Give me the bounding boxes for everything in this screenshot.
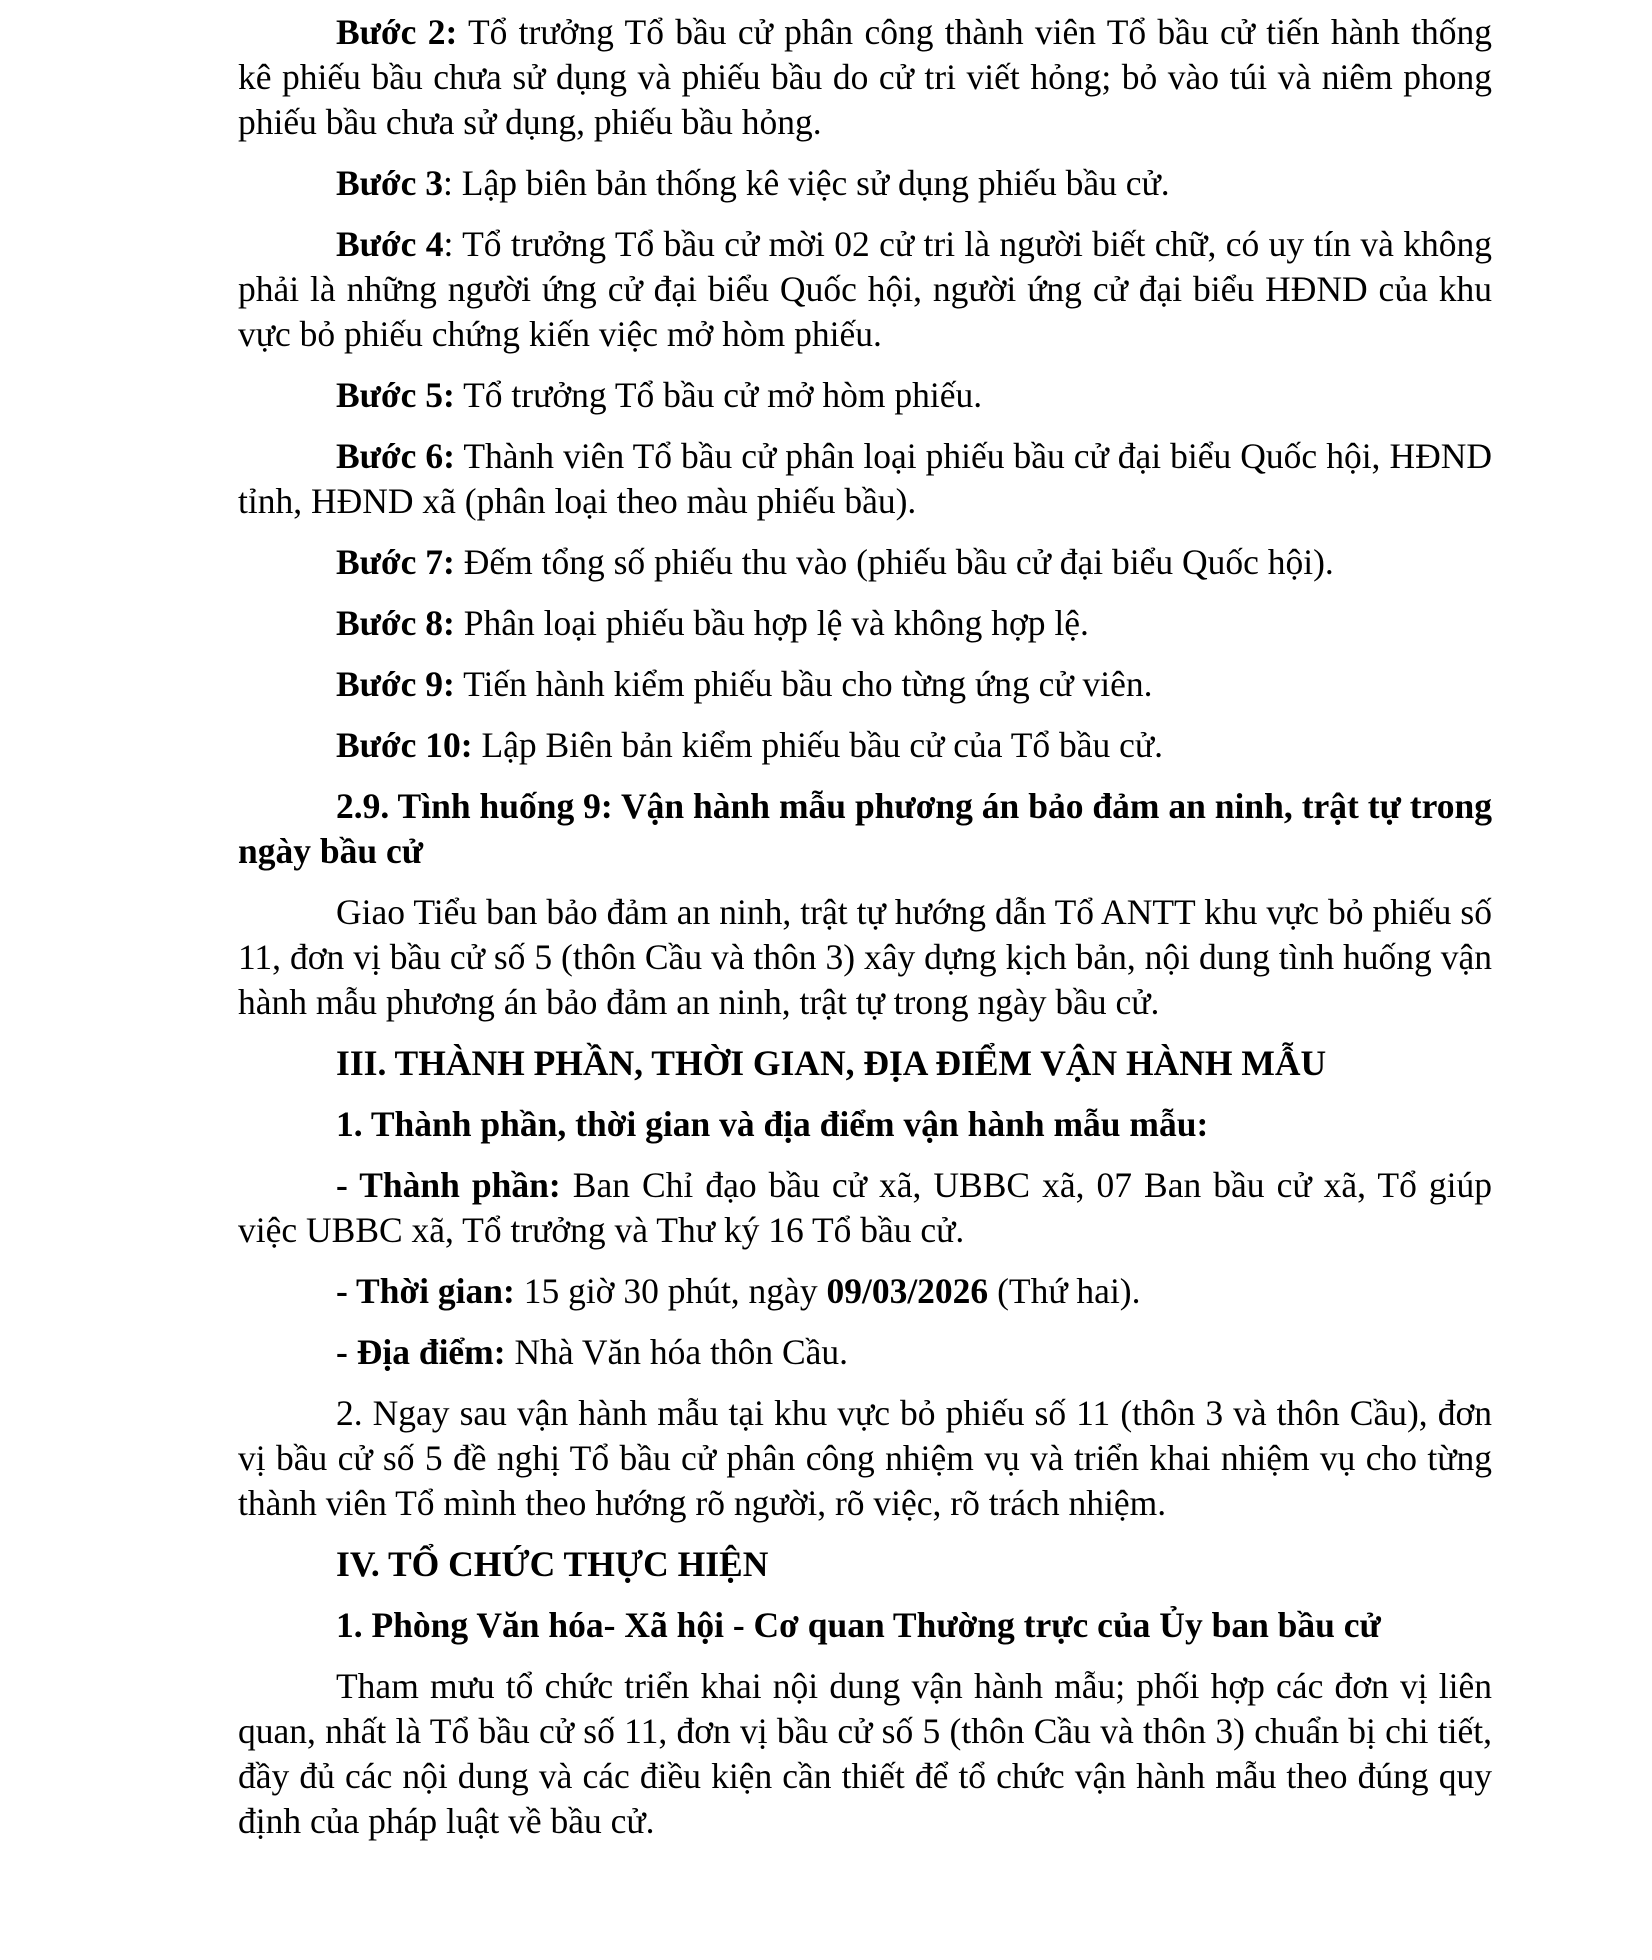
- situation-9-heading: 2.9. Tình huống 9: Vận hành mẫu phương án bảo đảm an ninh, trật tự trong ngày bầu cử: [238, 786, 1492, 871]
- section-3-heading: III. THÀNH PHẦN, THỜI GIAN, ĐỊA ĐIỂM VẬN HÀNH MẪU: [336, 1043, 1327, 1083]
- step-2-paragraph: [238, 10, 1492, 145]
- step-text: Phân loại phiếu bầu hợp lệ và không hợp lệ.: [454, 603, 1089, 643]
- step-7-paragraph: [238, 540, 1492, 585]
- time-paragraph: [238, 1269, 1492, 1314]
- step-text: Lập Biên bản kiểm phiếu bầu cử của Tổ bầu cử.: [472, 725, 1164, 765]
- step-5-paragraph: [238, 373, 1492, 418]
- composition-text: Ban Chỉ đạo bầu cử xã, UBBC xã, 07 Ban bầu cử xã, Tổ giúp việc UBBC xã, Tổ trưởng và Thư ký 16 Tổ bầu cử.: [238, 1165, 1492, 1250]
- location-paragraph: [238, 1330, 1492, 1375]
- step-8-paragraph: [238, 601, 1492, 646]
- step-label: Bước 9:: [336, 664, 455, 704]
- step-4-paragraph: [238, 222, 1492, 357]
- step-text: : Lập biên bản thống kê việc sử dụng phiếu bầu cử.: [443, 163, 1170, 203]
- section-4-heading: IV. TỔ CHỨC THỰC HIỆN: [336, 1544, 769, 1584]
- step-10-paragraph: [238, 723, 1492, 768]
- step-text: : Tổ trưởng Tổ bầu cử mời 02 cử tri là người biết chữ, có uy tín và không phải là những người ứng cử đại biểu Quốc hội, người ứng cử đại biểu HĐND của khu vực bỏ phiếu chứng kiến việc mở hòm phiếu.: [238, 224, 1492, 354]
- time-weekday: (Thứ hai).: [988, 1271, 1141, 1311]
- step-label: Bước 8:: [336, 603, 455, 643]
- location-text: Nhà Văn hóa thôn Cầu.: [505, 1332, 849, 1372]
- step-text: Tổ trưởng Tổ bầu cử mở hòm phiếu.: [454, 375, 983, 415]
- step-label: Bước 6:: [336, 436, 455, 476]
- situation-9-body: Giao Tiểu ban bảo đảm an ninh, trật tự hướng dẫn Tổ ANTT khu vực bỏ phiếu số 11, đơn vị bầu cử số 5 (thôn Cầu và thôn 3) xây dựng kịch bản, nội dung tình huống vận hành mẫu phương án bảo đảm an ninh, trật tự trong ngày bầu cử.: [238, 892, 1492, 1022]
- document-page: [238, 10, 1492, 1860]
- time-date: 09/03/2026: [826, 1271, 989, 1311]
- step-6-paragraph: [238, 434, 1492, 524]
- step-3-paragraph: [238, 161, 1492, 206]
- step-label: Bước 10:: [336, 725, 473, 765]
- step-label: Bước 3: [336, 163, 444, 203]
- item-2-paragraph: 2. Ngay sau vận hành mẫu tại khu vực bỏ phiếu số 11 (thôn 3 và thôn Cầu), đơn vị bầu cử số 5 đề nghị Tổ bầu cử phân công nhiệm vụ và triển khai nhiệm vụ cho từng thành viên Tổ mình theo hướng rõ người, rõ việc, rõ trách nhiệm.: [238, 1393, 1492, 1523]
- step-label: Bước 4: [336, 224, 444, 264]
- step-text: Đếm tổng số phiếu thu vào (phiếu bầu cử đại biểu Quốc hội).: [454, 542, 1334, 582]
- step-9-paragraph: [238, 662, 1492, 707]
- step-label: Bước 7:: [336, 542, 455, 582]
- step-text: Thành viên Tổ bầu cử phân loại phiếu bầu cử đại biểu Quốc hội, HĐND tỉnh, HĐND xã (phân loại theo màu phiếu bầu).: [238, 436, 1492, 521]
- time-label: - Thời gian:: [336, 1271, 515, 1311]
- step-label: Bước 5:: [336, 375, 455, 415]
- step-text: Tiến hành kiểm phiếu bầu cho từng ứng cử viên.: [454, 664, 1153, 704]
- step-text: Tổ trưởng Tổ bầu cử phân công thành viên Tổ bầu cử tiến hành thống kê phiếu bầu chưa sử dụng và phiếu bầu do cử tri viết hỏng; bỏ vào túi và niêm phong phiếu bầu chưa sử dụng, phiếu bầu hỏng.: [238, 12, 1492, 142]
- location-label: - Địa điểm:: [336, 1332, 506, 1372]
- composition-label: - Thành phần:: [336, 1165, 561, 1205]
- composition-paragraph: [238, 1163, 1492, 1253]
- section-3-subheading: 1. Thành phần, thời gian và địa điểm vận hành mẫu mẫu:: [336, 1104, 1209, 1144]
- step-label: Bước 2:: [336, 12, 458, 52]
- section-4-subheading: 1. Phòng Văn hóa- Xã hội - Cơ quan Thường trực của Ủy ban bầu cử: [336, 1605, 1381, 1645]
- section-4-body: Tham mưu tổ chức triển khai nội dung vận hành mẫu; phối hợp các đơn vị liên quan, nhất là Tổ bầu cử số 11, đơn vị bầu cử số 5 (thôn Cầu và thôn 3) chuẩn bị chi tiết, đầy đủ các nội dung và các điều kiện cần thiết để tổ chức vận hành mẫu theo đúng quy định của pháp luật về bầu cử.: [238, 1666, 1492, 1841]
- time-text: 15 giờ 30 phút, ngày: [514, 1271, 827, 1311]
